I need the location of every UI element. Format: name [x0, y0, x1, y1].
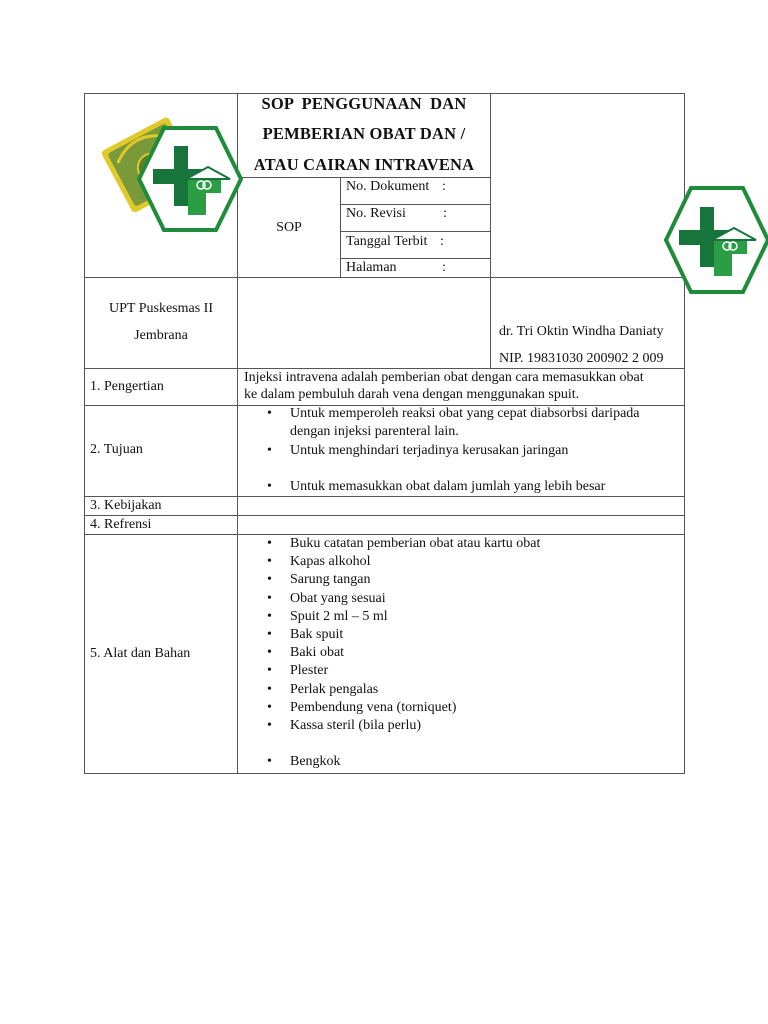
refrensi-label: 4. Refrensi — [90, 517, 152, 532]
list-item: • Kassa steril (bila perlu) — [238, 717, 540, 735]
tujuan-item-1-line-1: • Untuk memperoleh reaksi obat yang cepat diabsorbsi daripada — [290, 406, 640, 421]
meta-no-revisi-sep: : — [443, 206, 447, 221]
title-line-1: SOP PENGGUNAAN DAN — [261, 94, 467, 113]
tujuan-list — [238, 405, 640, 496]
list-item: • Sarung tangan — [238, 571, 540, 589]
list-item: • Buku catatan pemberian obat atau kartu obat — [238, 535, 540, 553]
signatory-nip: NIP. 19831030 200902 2 009 — [499, 351, 664, 366]
alat-list — [238, 535, 540, 771]
alat-label: 5. Alat dan Bahan — [90, 646, 191, 661]
list-item: • Bengkok — [238, 753, 540, 771]
row-line-meta-2 — [340, 231, 491, 232]
list-item: • Bak spuit — [238, 626, 540, 644]
pengertian-text-line-2: ke dalam pembuluh darah vena dengan menggunakan spuit. — [244, 387, 580, 402]
table-border-bottom — [84, 773, 685, 774]
title-line-3: ATAU CAIRAN INTRAVENA — [253, 155, 475, 174]
tujuan-item-1-line-2: dengan injeksi parenteral lain. — [290, 424, 459, 439]
puskesmas-logo-right-icon — [664, 185, 768, 295]
list-item: • Plester — [238, 662, 540, 680]
title-line-2: PEMBERIAN OBAT DAN / — [262, 124, 466, 143]
list-item: • Untuk menghindari terjadinya kerusakan jaringan — [238, 442, 640, 460]
row-line-header — [84, 277, 685, 278]
unit-name-line-1: UPT Puskesmas II — [109, 301, 213, 316]
pengertian-text-line-1: Injeksi intravena adalah pemberian obat dengan cara memasukkan obat — [244, 370, 644, 385]
unit-name-line-2: Jembrana — [134, 328, 188, 343]
list-item: • Pembendung vena (torniquet) — [238, 699, 540, 717]
list-item — [238, 405, 640, 442]
list-item: • Perlak pengalas — [238, 681, 540, 699]
tujuan-label: 2. Tujuan — [90, 442, 143, 457]
meta-halaman-label: Halaman — [346, 260, 397, 275]
table-border-left — [84, 93, 85, 774]
list-item: • Spuit 2 ml – 5 ml — [238, 608, 540, 626]
meta-no-dokument-sep: : — [442, 179, 446, 194]
meta-no-dokument-label: No. Dokument — [346, 179, 430, 194]
sop-label: SOP — [276, 220, 302, 235]
pengertian-label: 1. Pengertian — [90, 379, 164, 394]
col-line-meta — [340, 177, 341, 278]
meta-tanggal-terbit-label: Tanggal Terbit — [346, 234, 428, 249]
signatory-name: dr. Tri Oktin Windha Daniaty — [499, 324, 664, 339]
row-line-kebijakan — [84, 515, 685, 516]
row-line-tujuan — [84, 496, 685, 497]
list-item: • Baki obat — [238, 644, 540, 662]
puskesmas-logo-icon — [137, 125, 243, 233]
list-item: • Kapas alkohol — [238, 553, 540, 571]
meta-halaman-sep: : — [442, 260, 446, 275]
kebijakan-label: 3. Kebijakan — [90, 498, 162, 513]
list-item: • Obat yang sesuai — [238, 590, 540, 608]
meta-no-revisi-label: No. Revisi — [346, 206, 406, 221]
list-item: • Untuk memasukkan obat dalam jumlah yang lebih besar — [238, 478, 640, 496]
meta-tanggal-terbit-sep: : — [440, 234, 444, 249]
